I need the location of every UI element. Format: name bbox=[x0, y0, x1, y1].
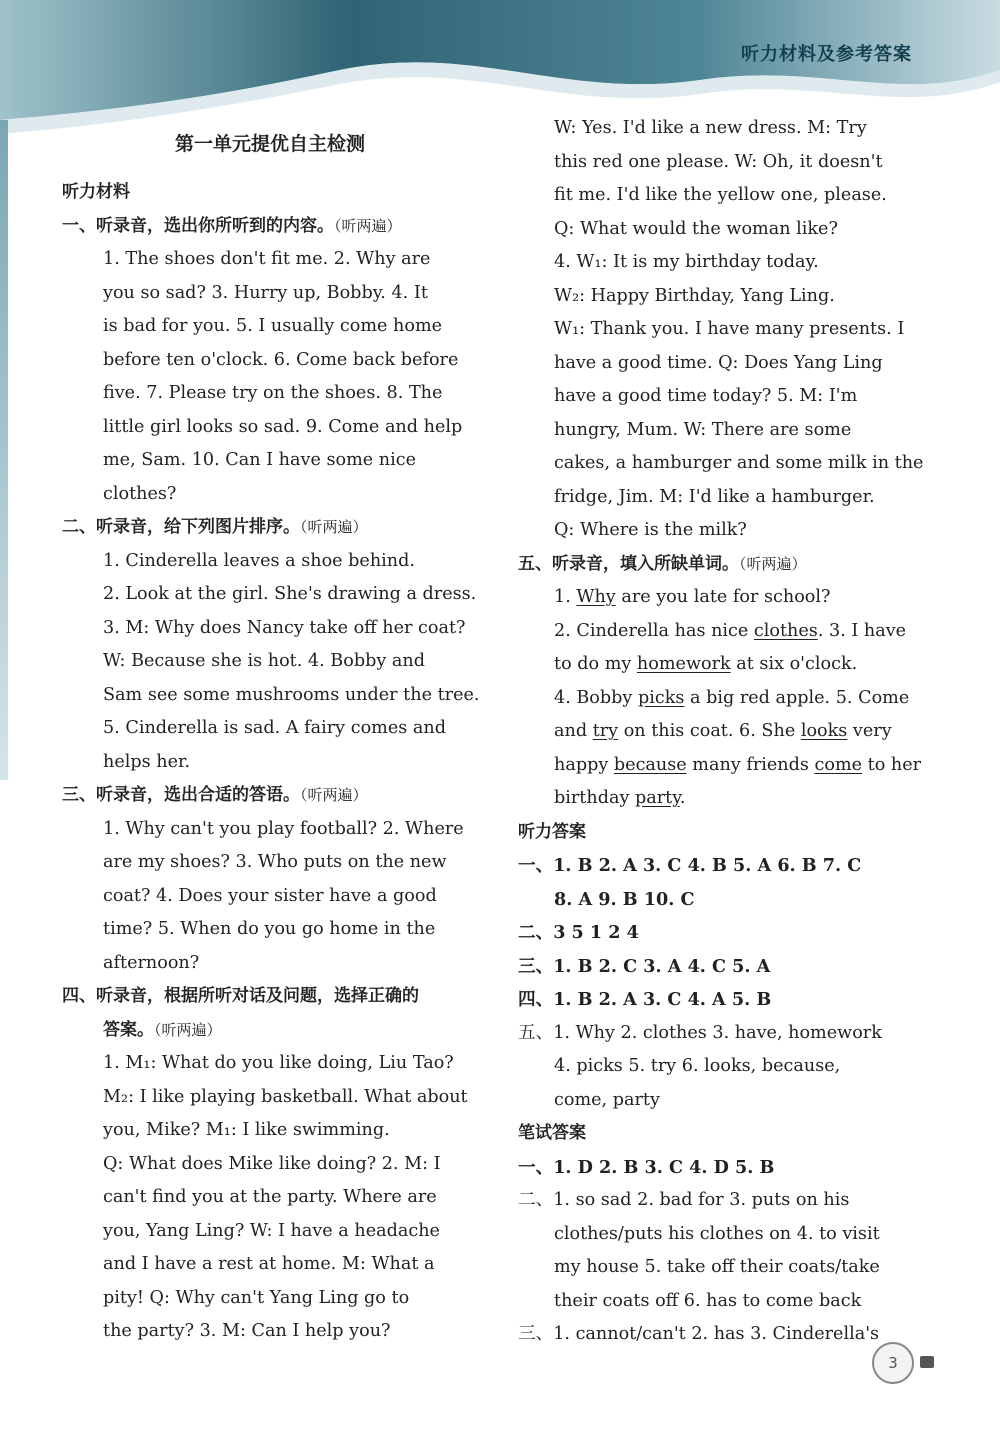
text-line: before ten o'clock. 6. Come back before bbox=[103, 349, 459, 370]
answer-line: 二、1. so sad 2. bad for 3. puts on his bbox=[518, 1190, 850, 1210]
answer-blank: come bbox=[814, 754, 863, 775]
answer-blank: homework bbox=[636, 654, 731, 674]
text-line: 4. W₁: It is my birthday today. bbox=[554, 252, 819, 272]
answer-blank: Why bbox=[576, 587, 616, 607]
q2-text bbox=[62, 545, 478, 780]
answer-line: 二、3 5 1 2 4 bbox=[518, 922, 639, 943]
answer-line: clothes/puts his clothes on 4. to visit bbox=[554, 1223, 880, 1244]
right-column bbox=[518, 112, 930, 1352]
left-edge-decoration bbox=[0, 120, 8, 780]
answer-line: their coats off 6. has to come back bbox=[554, 1290, 862, 1311]
answer-line: 三、1. B 2. C 3. A 4. C 5. A bbox=[518, 955, 771, 977]
text-line: the party? 3. M: Can I help you? bbox=[103, 1321, 391, 1341]
q1-text bbox=[62, 243, 478, 511]
text-line: 3. M: Why does Nancy take off her coat? bbox=[103, 617, 466, 638]
text-line: and I have a rest at home. M: What a bbox=[103, 1254, 435, 1274]
text-line: Q: What would the woman like? bbox=[554, 218, 838, 239]
q5-heading: 五、听录音，填入所缺单词。（听两遍） bbox=[518, 553, 807, 574]
text-line: 2. Cinderella has nice clothes. 3. I have bbox=[554, 620, 907, 641]
text-line: 1. The shoes don't fit me. 2. Why are bbox=[103, 249, 431, 269]
text-line: are my shoes? 3. Who puts on the new bbox=[103, 852, 447, 872]
text-line: fridge, Jim. M: I'd like a hamburger. bbox=[554, 486, 875, 507]
answer-line: 四、1. B 2. A 3. C 4. A 5. B bbox=[518, 989, 772, 1010]
q4-text-cont bbox=[518, 112, 930, 548]
text-line: Sam see some mushrooms under the tree. bbox=[103, 684, 480, 705]
text-line: 4. Bobby picks a big red apple. 5. Come bbox=[554, 687, 910, 708]
answer-line: 8. A 9. B 10. C bbox=[554, 888, 695, 910]
listening-answers-label: 听力答案 bbox=[518, 821, 586, 842]
text-line: 5. Cinderella is sad. A fairy comes and bbox=[103, 718, 446, 738]
text-line: afternoon? bbox=[103, 952, 200, 973]
page-marker-icon bbox=[920, 1356, 934, 1368]
left-column bbox=[62, 112, 478, 1349]
text-line: is bad for you. 5. I usually come home bbox=[103, 316, 443, 336]
text-line: M₂: I like playing basketball. What about bbox=[103, 1086, 468, 1107]
text-line: Q: Where is the milk? bbox=[554, 520, 747, 540]
text-line: 1. Cinderella leaves a shoe behind. bbox=[103, 550, 415, 571]
text-line: have a good time. Q: Does Yang Ling bbox=[554, 352, 883, 373]
answer-blank: party bbox=[635, 788, 680, 808]
text-line: you so sad? 3. Hurry up, Bobby. 4. It bbox=[103, 282, 428, 303]
answer-blank: because bbox=[613, 754, 687, 775]
answer-blank: looks bbox=[800, 721, 848, 741]
text-line: hungry, Mum. W: There are some bbox=[554, 419, 852, 440]
text-line: you, Mike? M₁: I like swimming. bbox=[103, 1120, 390, 1140]
answer-line: my house 5. take off their coats/take bbox=[554, 1257, 880, 1277]
q4-heading-cont: 答案。（听两遍） bbox=[103, 1019, 222, 1040]
text-line: time? 5. When do you go home in the bbox=[103, 919, 436, 939]
text-line: helps her. bbox=[103, 751, 191, 772]
text-line: you, Yang Ling? W: I have a headache bbox=[103, 1220, 440, 1241]
answer-line: 一、1. B 2. A 3. C 4. B 5. A 6. B 7. C bbox=[518, 855, 862, 876]
answer-line: 五、1. Why 2. clothes 3. have, homework bbox=[518, 1022, 882, 1043]
answer-line: 三、1. cannot/can't 2. has 3. Cinderella's bbox=[518, 1324, 880, 1344]
text-line: have a good time today? 5. M: I'm bbox=[554, 386, 858, 406]
q1-heading: 一、听录音，选出你所听到的内容。（听两遍） bbox=[62, 215, 402, 236]
text-line: 1. Why can't you play football? 2. Where bbox=[103, 818, 464, 839]
written-answers bbox=[518, 1151, 930, 1352]
listening-answers bbox=[518, 849, 930, 1117]
q5-text bbox=[518, 581, 930, 816]
q2-heading: 二、听录音，给下列图片排序。（听两遍） bbox=[62, 517, 368, 537]
text-line: W₁: Thank you. I have many presents. I bbox=[554, 319, 905, 339]
text-line: cakes, a hamburger and some milk in the bbox=[554, 453, 924, 473]
answer-blank: picks bbox=[637, 687, 685, 708]
answer-line: 一、1. D 2. B 3. C 4. D 5. B bbox=[518, 1156, 775, 1178]
q3-heading: 三、听录音，选出合适的答语。（听两遍） bbox=[62, 785, 368, 805]
text-line: coat? 4. Does your sister have a good bbox=[103, 885, 437, 906]
text-line: five. 7. Please try on the shoes. 8. The bbox=[103, 383, 443, 403]
answer-blank: try bbox=[592, 721, 619, 741]
page-number: 3 bbox=[872, 1342, 914, 1384]
text-line: birthday party. bbox=[554, 788, 686, 808]
text-line: 1. M₁: What do you like doing, Liu Tao? bbox=[103, 1053, 454, 1073]
written-answers-label: 笔试答案 bbox=[518, 1123, 586, 1143]
text-line: W: Yes. I'd like a new dress. M: Try bbox=[554, 118, 867, 138]
text-line: 2. Look at the girl. She's drawing a dress. bbox=[103, 584, 477, 604]
q4-text bbox=[62, 1047, 478, 1349]
text-line: and try on this coat. 6. She looks very bbox=[554, 721, 892, 741]
text-line: little girl looks so sad. 9. Come and help bbox=[103, 416, 463, 437]
text-line: fit me. I'd like the yellow one, please. bbox=[554, 185, 887, 205]
header-title: 听力材料及参考答案 bbox=[741, 44, 912, 65]
text-line: happy because many friends come to her bbox=[554, 754, 922, 775]
page-title: 第一单元提优自主检测 bbox=[174, 133, 365, 155]
answer-line: come, party bbox=[554, 1089, 660, 1110]
text-line: Q: What does Mike like doing? 2. M: I bbox=[103, 1153, 441, 1174]
text-line: pity! Q: Why can't Yang Ling go to bbox=[103, 1287, 410, 1308]
text-line: this red one please. W: Oh, it doesn't bbox=[554, 151, 883, 172]
answer-blank: clothes bbox=[753, 620, 818, 641]
answer-line: 4. picks 5. try 6. looks, because, bbox=[554, 1056, 841, 1076]
text-line: me, Sam. 10. Can I have some nice bbox=[103, 450, 416, 470]
text-line: clothes? bbox=[103, 483, 177, 504]
text-line: can't find you at the party. Where are bbox=[103, 1187, 437, 1207]
section-label-listening-material: 听力材料 bbox=[62, 182, 130, 202]
text-line: 1. Why are you late for school? bbox=[554, 587, 831, 607]
text-line: W₂: Happy Birthday, Yang Ling. bbox=[554, 285, 835, 306]
q3-text bbox=[62, 813, 478, 981]
q4-heading: 四、听录音，根据所听对话及问题，选择正确的 bbox=[62, 986, 419, 1006]
text-line: W: Because she is hot. 4. Bobby and bbox=[103, 651, 425, 671]
text-line: to do my homework at six o'clock. bbox=[554, 654, 858, 674]
